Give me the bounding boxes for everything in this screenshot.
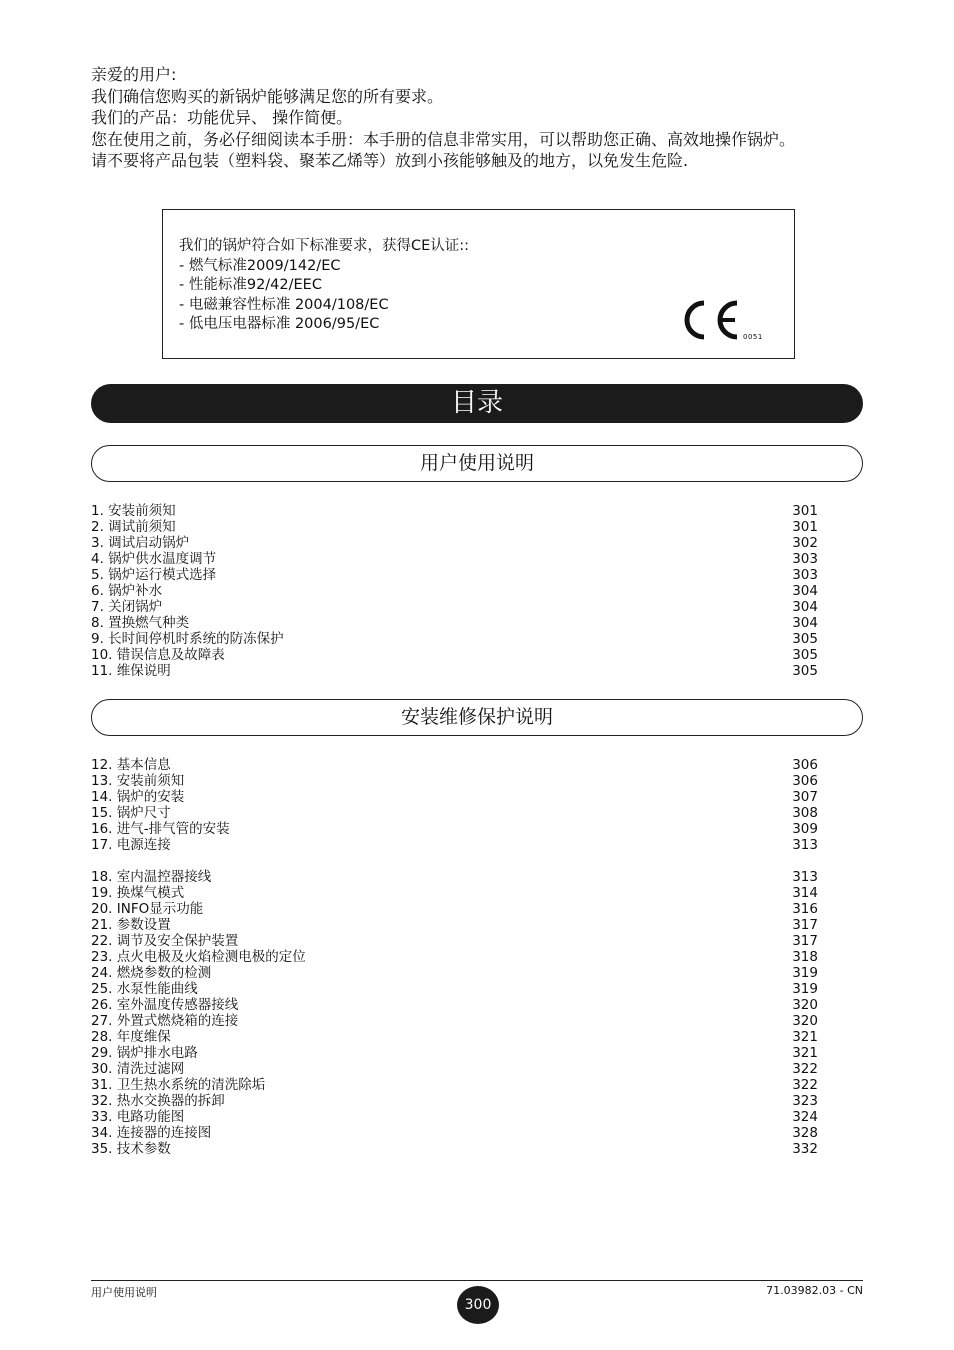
toc-entry[interactable] <box>91 551 818 567</box>
notified-body-code: 0051 <box>743 333 763 341</box>
toc-entry-label: 15. 锅炉尺寸 <box>91 805 171 821</box>
cert-standard: - 电磁兼容性标准 2004/108/EC <box>179 296 389 313</box>
toc-entry-page: 306 <box>792 773 818 789</box>
toc-entry-page: 313 <box>792 837 818 853</box>
toc-entry-page: 305 <box>792 631 818 647</box>
footer-divider <box>91 1280 863 1281</box>
toc-entry-page: 332 <box>792 1141 818 1157</box>
toc-entry-label: 35. 技术参数 <box>91 1141 171 1157</box>
toc-entry[interactable] <box>91 805 818 821</box>
toc-entry-page: 323 <box>792 1093 818 1109</box>
toc-entry[interactable] <box>91 535 818 551</box>
intro-line: 我们确信您购买的新锅炉能够满足您的所有要求。 <box>91 86 444 106</box>
toc-entry-label: 7. 关闭锅炉 <box>91 599 163 615</box>
intro-greeting: 亲爱的用户: <box>91 65 177 84</box>
toc-entry[interactable] <box>91 631 818 647</box>
toc-entry[interactable] <box>91 965 818 981</box>
toc-entry-label: 3. 调试启动锅炉 <box>91 535 190 551</box>
toc-entry[interactable] <box>91 757 818 773</box>
toc-entry-label: 27. 外置式燃烧箱的连接 <box>91 1013 239 1029</box>
toc-entry[interactable] <box>91 615 818 631</box>
toc-entry[interactable] <box>91 663 818 679</box>
toc-entry-page: 322 <box>792 1061 818 1077</box>
toc-entry-page: 322 <box>792 1077 818 1093</box>
toc-entry[interactable] <box>91 949 818 965</box>
toc-entry-label: 6. 锅炉补水 <box>91 583 163 599</box>
toc-entry[interactable] <box>91 981 818 997</box>
toc-entry-page: 308 <box>792 805 818 821</box>
page-number-badge: 300 <box>457 1286 499 1324</box>
toc-entry-label: 8. 置换燃气种类 <box>91 615 190 631</box>
toc-entry-label: 21. 参数设置 <box>91 917 171 933</box>
toc-entry[interactable] <box>91 821 818 837</box>
toc-entry-label: 17. 电源连接 <box>91 837 171 853</box>
toc-entry-page: 318 <box>792 949 818 965</box>
toc-entry-label: 28. 年度维保 <box>91 1029 171 1045</box>
toc-entry-page: 304 <box>792 583 818 599</box>
toc-entry-label: 13. 安装前须知 <box>91 773 185 789</box>
toc-entry-label: 19. 换煤气模式 <box>91 885 185 901</box>
toc-entry[interactable] <box>91 933 818 949</box>
toc-entry-page: 304 <box>792 599 818 615</box>
toc-entry-label: 33. 电路功能图 <box>91 1109 185 1125</box>
toc-entry-page: 319 <box>792 981 818 997</box>
toc-title: 目录 <box>91 384 863 423</box>
footer-section-label: 用户使用说明 <box>91 1286 157 1299</box>
intro-text <box>91 64 866 172</box>
toc-entry-label: 20. INFO显示功能 <box>91 901 204 917</box>
toc-entry[interactable] <box>91 869 818 885</box>
toc-entry[interactable] <box>91 1013 818 1029</box>
toc-list-installer <box>91 757 818 1157</box>
toc-entry[interactable] <box>91 647 818 663</box>
section-header-user: 用户使用说明 <box>91 445 863 482</box>
toc-entry[interactable] <box>91 503 818 519</box>
toc-entry-page: 301 <box>792 503 818 519</box>
toc-entry-label: 25. 水泵性能曲线 <box>91 981 198 997</box>
toc-entry-label: 4. 锅炉供水温度调节 <box>91 551 217 567</box>
cert-heading: 我们的锅炉符合如下标准要求，获得CE认证:: <box>179 238 470 254</box>
toc-entry[interactable] <box>91 997 818 1013</box>
toc-entry-page: 324 <box>792 1109 818 1125</box>
toc-entry-label: 2. 调试前须知 <box>91 519 176 535</box>
toc-entry-page: 302 <box>792 535 818 551</box>
toc-entry-label: 14. 锅炉的安装 <box>91 789 185 805</box>
toc-entry-label: 30. 清洗过滤网 <box>91 1061 185 1077</box>
toc-entry[interactable] <box>91 1093 818 1109</box>
toc-entry-label: 11. 维保说明 <box>91 663 171 679</box>
toc-entry[interactable] <box>91 789 818 805</box>
toc-entry[interactable] <box>91 1045 818 1061</box>
toc-entry[interactable] <box>91 837 818 853</box>
toc-entry-page: 319 <box>792 965 818 981</box>
toc-entry-page: 320 <box>792 997 818 1013</box>
toc-entry-label: 32. 热水交换器的拆卸 <box>91 1093 225 1109</box>
toc-entry[interactable] <box>91 1061 818 1077</box>
toc-entry-label: 24. 燃烧参数的检测 <box>91 965 212 981</box>
toc-entry[interactable] <box>91 1077 818 1093</box>
toc-entry-page: 303 <box>792 567 818 583</box>
toc-entry-label: 10. 错误信息及故障表 <box>91 647 225 663</box>
toc-entry-page: 321 <box>792 1029 818 1045</box>
cert-standard: - 低电压电器标准 2006/95/EC <box>179 316 380 332</box>
toc-entry[interactable] <box>91 773 818 789</box>
toc-entry[interactable] <box>91 1125 818 1141</box>
toc-entry-label: 18. 室内温控器接线 <box>91 869 212 885</box>
toc-entry[interactable] <box>91 519 818 535</box>
toc-entry-page: 316 <box>792 901 818 917</box>
toc-entry-page: 309 <box>792 821 818 837</box>
toc-entry-label: 16. 进气-排气管的安装 <box>91 821 230 837</box>
toc-entry-page: 305 <box>792 647 818 663</box>
footer-doc-code: 71.03982.03 - CN <box>766 1284 863 1297</box>
toc-entry[interactable] <box>91 583 818 599</box>
toc-entry-page: 304 <box>792 615 818 631</box>
toc-entry-page: 321 <box>792 1045 818 1061</box>
toc-entry-page: 320 <box>792 1013 818 1029</box>
intro-line: 我们的产品：功能优异、 操作简便。 <box>91 108 353 127</box>
toc-entry-label: 12. 基本信息 <box>91 757 171 773</box>
toc-entry-label: 34. 连接器的连接图 <box>91 1125 212 1141</box>
toc-entry[interactable] <box>91 901 818 917</box>
toc-entry[interactable] <box>91 1109 818 1125</box>
toc-entry-page: 317 <box>792 917 818 933</box>
toc-entry-label: 29. 锅炉排水电路 <box>91 1045 198 1061</box>
toc-entry-page: 328 <box>792 1125 818 1141</box>
toc-entry[interactable] <box>91 599 818 615</box>
section-header-installer: 安装维修保护说明 <box>91 699 863 736</box>
toc-entry-page: 314 <box>792 885 818 901</box>
toc-entry[interactable] <box>91 567 818 583</box>
toc-list-user <box>91 503 818 679</box>
cert-standard: - 燃气标准2009/142/EC <box>179 257 341 274</box>
toc-entry[interactable] <box>91 1141 818 1157</box>
intro-line: 您在使用之前，务必仔细阅读本手册：本手册的信息非常实用，可以帮助您正确、高效地操作锅炉。 <box>91 129 796 149</box>
cert-standard: - 性能标准92/42/EEC <box>179 277 322 293</box>
toc-entry-page: 305 <box>792 663 818 679</box>
ce-mark-icon <box>681 299 743 341</box>
toc-entry[interactable] <box>91 917 818 933</box>
toc-entry[interactable] <box>91 1029 818 1045</box>
toc-entry-label: 9. 长时间停机时系统的防冻保护 <box>91 631 284 647</box>
toc-entry[interactable] <box>91 885 818 901</box>
certification-box <box>162 209 795 359</box>
toc-entry-page: 306 <box>792 757 818 773</box>
toc-entry-page: 307 <box>792 789 818 805</box>
toc-entry-label: 26. 室外温度传感器接线 <box>91 997 239 1013</box>
toc-entry-label: 23. 点火电极及火焰检测电极的定位 <box>91 949 306 965</box>
toc-entry-label: 31. 卫生热水系统的清洗除垢 <box>91 1077 266 1093</box>
intro-warning: 请不要将产品包装（塑料袋、聚苯乙烯等）放到小孩能够触及的地方，以免发生危险. <box>91 151 689 170</box>
toc-entry-label: 22. 调节及安全保护装置 <box>91 933 239 949</box>
toc-entry-page: 301 <box>792 519 818 535</box>
toc-entry-label: 1. 安装前须知 <box>91 503 176 519</box>
toc-entry-page: 313 <box>792 869 818 885</box>
toc-entry-page: 303 <box>792 551 818 567</box>
toc-entry-page: 317 <box>792 933 818 949</box>
toc-entry-label: 5. 锅炉运行模式选择 <box>91 567 217 583</box>
